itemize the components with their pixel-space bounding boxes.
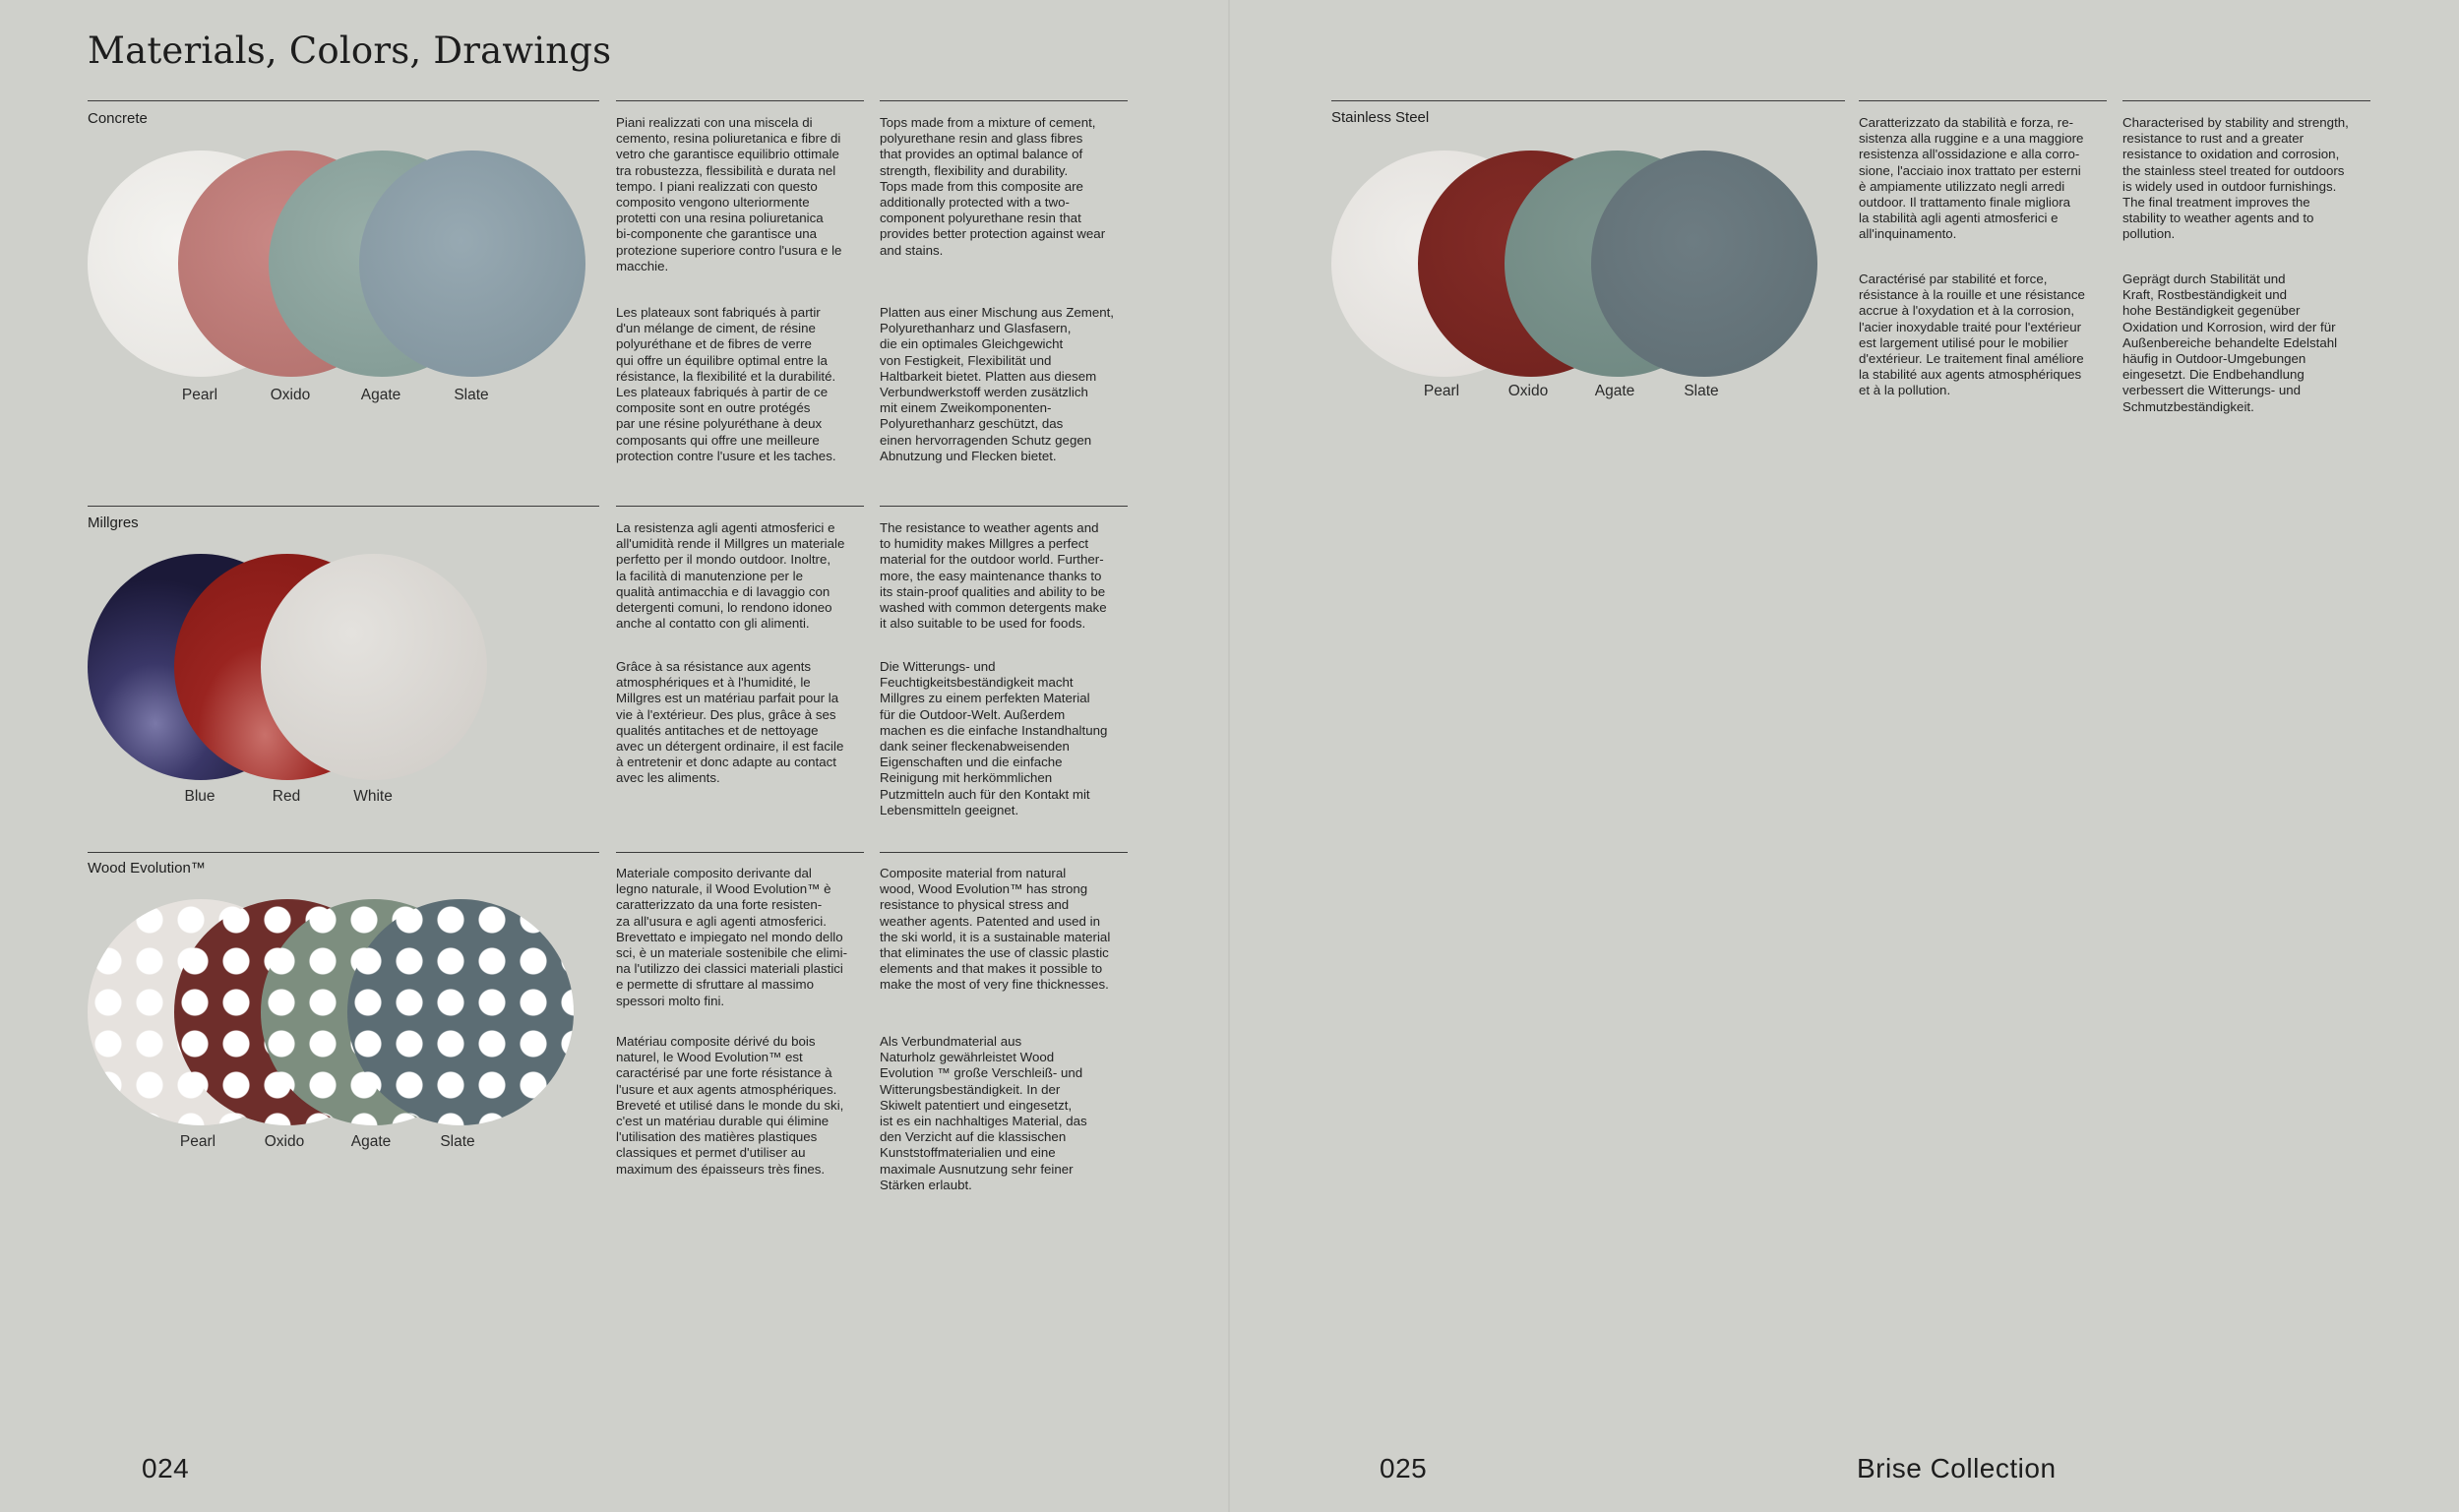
steel-label-slate: Slate [1684,383,1719,399]
concrete-text-it: Piani realizzati con una miscela di cemento, resina poliuretanica e fibre di vetro che garantisce equilibrio ottimale tra robustezza, flessibilità e durata nel tempo. I piani realizzati con questo composito vengono ulteriormente protetti con una resina poliuretanica bi-componente che garantisce una protezione superiore contro l'usura e le macchie. [616,115,842,273]
millgres-rule [88,506,599,507]
millgres-label-red: Red [272,788,301,805]
wood-label-slate: Slate [440,1133,475,1150]
steel-it-rule [1859,100,2107,101]
millgres-swatches [88,554,501,819]
wood-text-de: Als Verbundmaterial aus Naturholz gewährleistet Wood Evolution ™ große Verschleiß- und Witterungsbeständigkeit. In der Skiwelt patentiert und eingesetzt, ist es ein nachhaltiges Material, das den Verzicht auf die klassischen Kunststoffmaterialien und eine maximale Ausnutzung sehr feiner Stärken erlaubt. [880,1034,1087,1192]
steel-swatches [1331,151,1843,416]
concrete-text-en: Tops made from a mixture of cement, polyurethane resin and glass fibres that provides an optimal balance of strength, flexibility and durability. Tops made from this composite are additionally protected with a two- component polyurethane resin that provides better protection against wear and stains. [880,115,1106,258]
wood-label-oxido: Oxido [264,1133,305,1150]
wood-text-fr: Matériau composite dérivé du bois naturel, le Wood Evolution™ est caractérisé par une forte résistance à l'usure et aux agents atmosphériques. Breveté et utilisé dans le monde du ski, c'est un matériau durable qui élimine l'utilisation des matières plastiques classiques et permet d'utiliser au maximum des épaisseurs très fines. [616,1034,844,1177]
millgres-en-rule [880,506,1128,507]
steel-en-rule [2122,100,2370,101]
steel-label: Stainless Steel [1331,109,1430,126]
steel-label-pearl: Pearl [1423,383,1460,399]
wood-rule [88,852,599,853]
page-number-left: 024 [142,1453,190,1483]
concrete-text-fr: Les plateaux sont fabriqués à partir d'un mélange de ciment, de résine polyuréthane et de fibres de verre qui offre un équilibre optimal entre la résistance, la flexibilité et la durabilité. Les plateaux fabriqués à partir de ce composite sont en outre protégés par une résine polyuréthane à deux composants qui offre une meilleure protection contre l'usure et les taches. [616,305,836,463]
millgres-label-white: White [353,788,393,805]
concrete-text-de: Platten aus einer Mischung aus Zement, Polyurethanharz und Glasfasern, die ein optimales Gleichgewicht von Festigkeit, Flexibilität und Haltbarkeit bietet. Platten aus diesem Verbundwerkstoff werden zusätzlich mit einem Zweikomponenten- Polyurethanharz geschützt, das einen hervorragenden Schutz gegen Abnutzung und Flecken bietet. [880,305,1114,463]
millgres-it-rule [616,506,864,507]
millgres-text-fr: Grâce à sa résistance aux agents atmosphériques et à l'humidité, le Millgres est un matériau parfait pour la vie à l'extérieur. Des plus, grâce à ses qualités antitaches et de nettoyage avec un détergent ordinaire, il est facile à entretenir et donc adapte au contact avec les aliments. [616,659,844,786]
wood-en-rule [880,852,1128,853]
wood-label-pearl: Pearl [179,1133,216,1150]
concrete-it-rule [616,100,864,101]
page-right [1230,0,2459,1512]
concrete-rule [88,100,599,101]
concrete-label-slate: Slate [454,387,489,403]
swatch-concrete-slate[interactable] [359,151,585,377]
swatch-steel-slate[interactable] [1591,151,1817,377]
concrete-label-oxido: Oxido [270,387,311,403]
swatch-wood-slate[interactable] [347,899,574,1125]
wood-label-agate: Agate [350,1133,392,1150]
wood-it-rule [616,852,864,853]
wood-text-it: Materiale composito derivante dal legno naturale, il Wood Evolution™ è caratterizzato da una forte resisten- za all'usura e agli agenti atmosferici. Brevettato e impiegato nel mondo dello sci, è un materiale sostenibile che elimi- na l'utilizzo dei classici materiali plastici e permette di sfruttare al massimo spessori molto fini. [616,866,848,1008]
steel-text-en: Characterised by stability and strength, resistance to rust and a greater resistance to oxidation and corrosion, the stainless steel treated for outdoors is widely used in outdoor furnishings. The final treatment improves the stability to weather agents and to pollution. [2122,115,2349,242]
swatch-millgres-white[interactable] [261,554,487,780]
concrete-label: Concrete [88,110,148,127]
millgres-text-en: The resistance to weather agents and to humidity makes Millgres a perfect material for the outdoor world. Further- more, the easy maintenance thanks to its stain-proof qualities and ability to be washed with common detergents make it also suitable to be used for foods. [880,520,1107,632]
millgres-label: Millgres [88,514,139,531]
wood-text-en: Composite material from natural wood, Wood Evolution™ has strong resistance to physical stress and weather agents. Patented and used in the ski world, it is a sustainable material that eliminates the use of classic plastic elements and that makes it possible to make the most of very fine thicknesses. [880,866,1111,993]
steel-label-agate: Agate [1594,383,1635,399]
steel-text-de: Geprägt durch Stabilität und Kraft, Rostbeständigkeit und hohe Beständigkeit gegenüber Oxidation und Korrosion, wird der für Außenbereiche behandelte Edelstahl häufig in Outdoor-Umgebungen eingesetzt. Die Endbehandlung verbessert die Witterungs- und Schmutzbeständigkeit. [2122,272,2338,414]
concrete-label-agate: Agate [360,387,401,403]
concrete-swatches [88,151,599,416]
concrete-label-pearl: Pearl [181,387,218,403]
steel-text-fr: Caractérisé par stabilité et force, résistance à la rouille et une résistance accrue à l'oxydation et à la corrosion, l'acier inoxydable traité pour l'extérieur est largement utilisé pour le mobilier d'extérieur. Le traitement final améliore la stabilité aux agents atmosphériques et à la pollution. [1859,272,2085,398]
wood-swatches [88,899,599,1165]
page-title: Materials, Colors, Drawings [88,30,612,72]
steel-rule [1331,100,1845,101]
collection-name: Brise Collection [1857,1453,2057,1483]
steel-text-it: Caratterizzato da stabilità e forza, re- sistenza alla ruggine e a una maggiore resistenza all'ossidazione e alla corro- sione, l'acciaio inox trattato per esterni è ampiamente utilizzato negli arredi outdoor. Il trattamento finale migliora la stabilità agli agenti atmosferici e all'inquinamento. [1859,115,2084,242]
millgres-label-blue: Blue [184,788,215,805]
concrete-en-rule [880,100,1128,101]
page-left [0,0,1228,1512]
wood-label: Wood Evolution™ [88,860,206,877]
steel-label-oxido: Oxido [1507,383,1549,399]
millgres-text-it: La resistenza agli agenti atmosferici e all'umidità rende il Millgres un materiale perfetto per il mondo outdoor. Inoltre, la facilità di manutenzione per le qualità antimacchia e di lavaggio con detergenti comuni, lo rendono idoneo anche al contatto con gli alimenti. [616,520,845,632]
page-number-right: 025 [1380,1453,1428,1483]
millgres-text-de: Die Witterungs- und Feuchtigkeitsbeständigkeit macht Millgres zu einem perfekten Material für die Outdoor-Welt. Außerdem machen es die einfache Instandhaltung dank seiner fleckenabweisenden Eigenschaften und die einfache Reinigung mit herkömmlichen Putzmitteln auch für den Kontakt mit Lebensmitteln geeignet. [880,659,1108,817]
